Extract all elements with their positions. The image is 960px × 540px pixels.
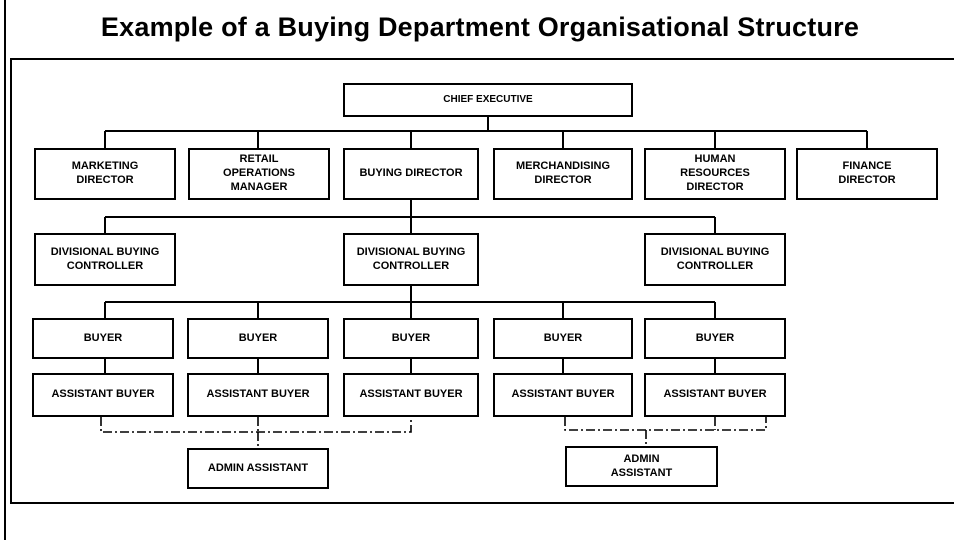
buying-director-box: BUYING DIRECTOR bbox=[343, 148, 479, 200]
chief-executive-box: CHIEF EXECUTIVE bbox=[343, 83, 633, 117]
assistant-buyer-box: ASSISTANT BUYER bbox=[187, 373, 329, 417]
buyer-box: BUYER bbox=[493, 318, 633, 359]
merchandising-director-box: MERCHANDISING DIRECTOR bbox=[493, 148, 633, 200]
buyer-box: BUYER bbox=[343, 318, 479, 359]
admin-assistant-box: ADMIN ASSISTANT bbox=[187, 448, 329, 489]
buyer-box: BUYER bbox=[644, 318, 786, 359]
assistant-buyer-box: ASSISTANT BUYER bbox=[644, 373, 786, 417]
assistant-buyer-box: ASSISTANT BUYER bbox=[493, 373, 633, 417]
retail-operations-manager-box: RETAIL OPERATIONS MANAGER bbox=[188, 148, 330, 200]
buyer-box: BUYER bbox=[32, 318, 174, 359]
human-resources-director-box: HUMAN RESOURCES DIRECTOR bbox=[644, 148, 786, 200]
marketing-director-box: MARKETING DIRECTOR bbox=[34, 148, 176, 200]
buyer-box: BUYER bbox=[187, 318, 329, 359]
admin-assistant-box: ADMIN ASSISTANT bbox=[565, 446, 718, 487]
assistant-buyer-box: ASSISTANT BUYER bbox=[343, 373, 479, 417]
finance-director-box: FINANCE DIRECTOR bbox=[796, 148, 938, 200]
divisional-buying-controller-box: DIVISIONAL BUYING CONTROLLER bbox=[343, 233, 479, 286]
divisional-buying-controller-box: DIVISIONAL BUYING CONTROLLER bbox=[34, 233, 176, 286]
page-title: Example of a Buying Department Organisational Structure bbox=[100, 12, 860, 42]
assistant-buyer-box: ASSISTANT BUYER bbox=[32, 373, 174, 417]
divisional-buying-controller-box: DIVISIONAL BUYING CONTROLLER bbox=[644, 233, 786, 286]
